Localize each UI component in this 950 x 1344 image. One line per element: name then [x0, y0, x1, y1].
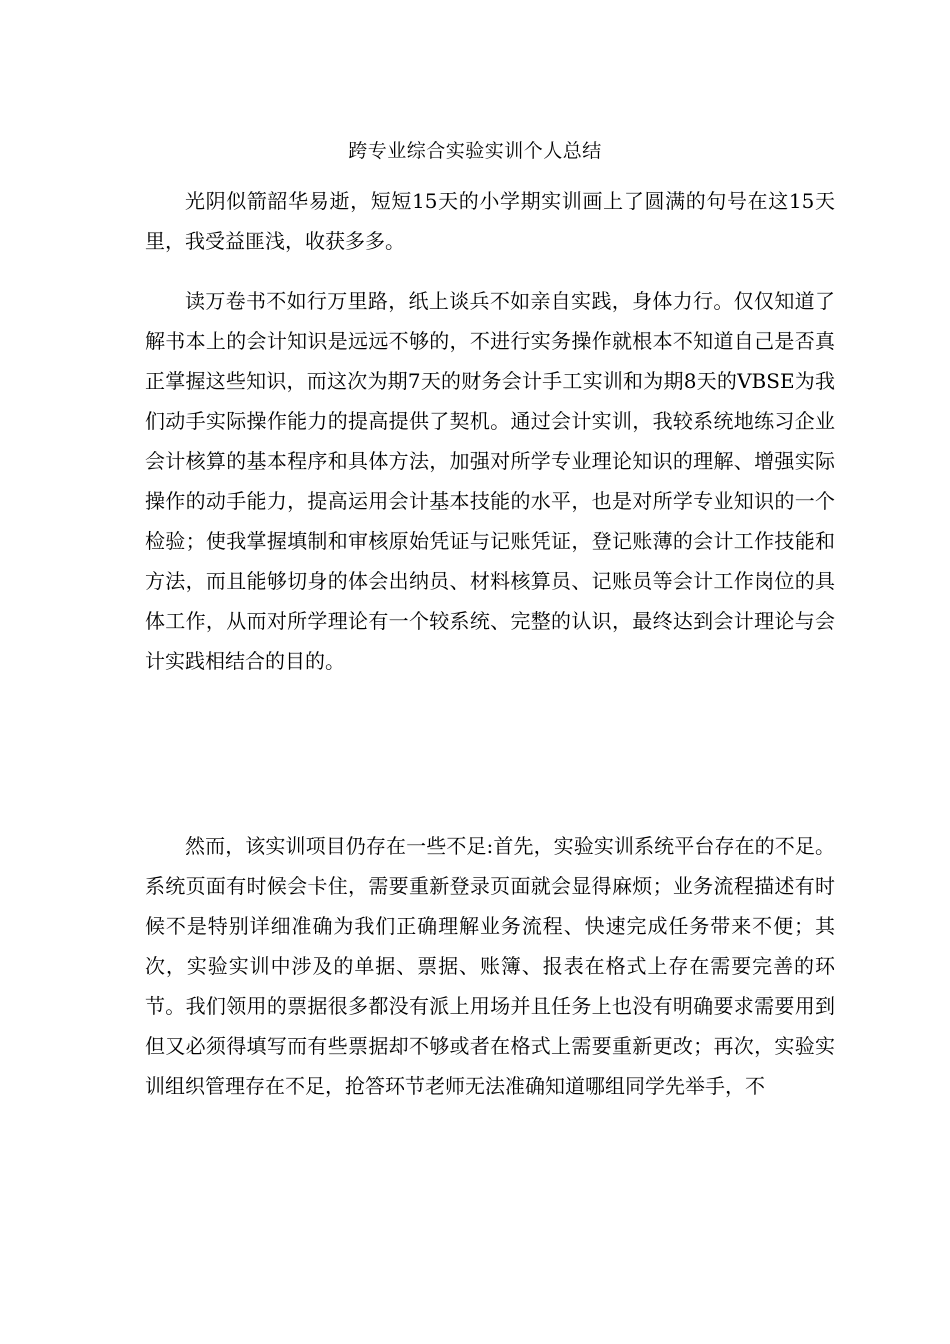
paragraph-practice: 读万卷书不如行万里路，纸上谈兵不如亲自实践，身体力行。仅仅知道了解书本上的会计知识是远远不够的，不进行实务操作就根本不知道自己是否真正掌握这些知识，而这次为期7天的财务会计手工实训和为期8天的VBSE为我们动手实际操作能力的提高提供了契机。通过会计实训，我较系统地练习企业会计核算的基本程序和具体方法，加强对所学专业理论知识的理解、增强实际操作的动手能力，提高运用会计基本技能的水平，也是对所学专业知识的一个检验；使我掌握填制和审核原始凭证与记账凭证，登记账薄的会计工作技能和方法，而且能够切身的体会出纳员、材料核算员、记账员等会计工作岗位的具体工作，从而对所学理论有一个较系统、完整的认识，最终达到会计理论与会计实践相结合的目的。 [145, 289, 835, 673]
document-title: 跨专业综合实验实训个人总结 [348, 140, 602, 162]
paragraph-intro: 光阴似箭韶华易逝，短短15天的小学期实训画上了圆满的句号在这15天里，我受益匪浅，收获多多。 [145, 189, 835, 253]
paragraph-shortcomings: 然而，该实训项目仍存在一些不足:首先，实验实训系统平台存在的不足。系统页面有时候会卡住，需要重新登录页面就会显得麻烦；业务流程描述有时候不是特别详细准确为我们正确理解业务流程、快速完成任务带来不便；其次，实验实训中涉及的单据、票据、账簿、报表在格式上存在需要完善的环节。我们领用的票据很多都没有派上用场并且任务上也没有明确要求需要用到但又必须得填写而有些票据却不够或者在格式上需要重新更改；再次，实验实训组织管理存在不足，抢答环节老师无法准确知道哪组同学先举手，不 [145, 834, 835, 1098]
